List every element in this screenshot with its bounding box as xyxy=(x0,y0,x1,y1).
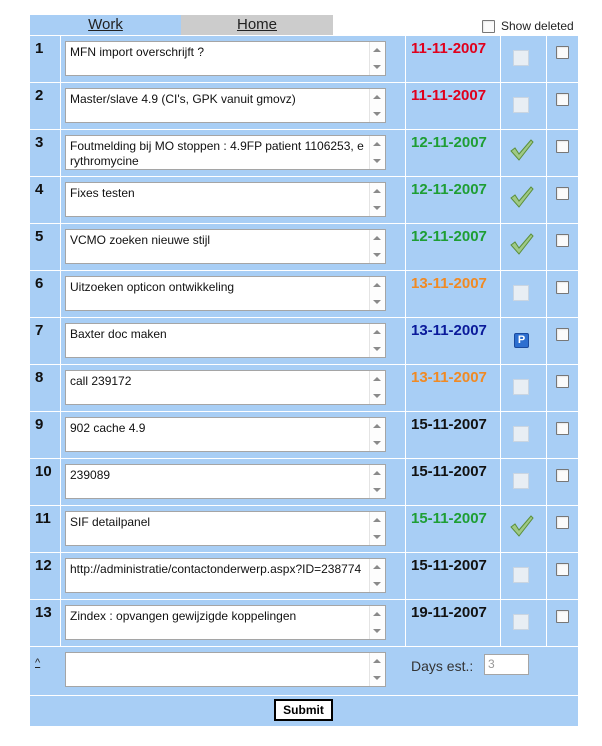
textarea-scrollbar[interactable] xyxy=(369,183,385,216)
due-date: 12-11-2007 xyxy=(411,181,487,198)
status-empty-box xyxy=(513,614,529,630)
due-date: 13-11-2007 xyxy=(411,369,487,386)
textarea-scrollbar[interactable] xyxy=(369,230,385,263)
status-box-icon[interactable] xyxy=(511,377,531,397)
task-number: 12 xyxy=(35,557,52,574)
status-box-icon[interactable] xyxy=(511,95,531,115)
task-description-text: Zindex : opvangen gewijzigde koppelingen xyxy=(70,609,297,623)
scroll-up-icon[interactable] xyxy=(373,48,381,52)
task-row xyxy=(30,83,578,130)
task-number: 3 xyxy=(35,134,44,151)
textarea-scrollbar[interactable] xyxy=(369,606,385,639)
task-description-text: http://administratie/contactonderwerp.aspx?ID=238774 xyxy=(70,562,362,576)
p-icon-label: P xyxy=(514,333,529,348)
delete-checkbox[interactable] xyxy=(556,140,569,153)
scroll-up-icon[interactable] xyxy=(373,142,381,146)
task-description-input[interactable] xyxy=(65,323,386,358)
due-date: 11-11-2007 xyxy=(411,87,487,104)
new-task-input[interactable] xyxy=(65,652,386,687)
scroll-up-icon[interactable] xyxy=(373,565,381,569)
scroll-up-icon[interactable] xyxy=(373,95,381,99)
task-description-text: 239089 xyxy=(70,468,111,482)
task-row xyxy=(30,36,578,83)
task-description-text: Fixes testen xyxy=(70,186,135,200)
footer-divider xyxy=(30,695,578,696)
task-description-text: Foutmelding bij MO stoppen : 4.9FP patient 1106253, erythromycine xyxy=(70,139,364,168)
textarea-scrollbar[interactable] xyxy=(369,512,385,545)
show-deleted-label: Show deleted xyxy=(501,19,574,33)
task-description-input[interactable] xyxy=(65,370,386,405)
task-description-text: VCMO zoeken nieuwe stijl xyxy=(70,233,211,247)
task-description-input[interactable] xyxy=(65,276,386,311)
task-number: 6 xyxy=(35,275,44,292)
textarea-scrollbar[interactable] xyxy=(369,324,385,357)
due-date: 15-11-2007 xyxy=(411,416,487,433)
delete-checkbox[interactable] xyxy=(556,469,569,482)
tab-home[interactable]: Home xyxy=(181,15,333,35)
task-number: 9 xyxy=(35,416,44,433)
delete-checkbox[interactable] xyxy=(556,281,569,294)
due-date: 15-11-2007 xyxy=(411,557,487,574)
task-number: 11 xyxy=(35,510,51,527)
scroll-up-icon[interactable] xyxy=(373,377,381,381)
scroll-down-icon[interactable] xyxy=(373,394,381,398)
delete-checkbox[interactable] xyxy=(556,422,569,435)
status-empty-box xyxy=(513,426,529,442)
task-table xyxy=(30,36,578,726)
status-empty-box xyxy=(513,567,529,583)
task-description-text: Baxter doc maken xyxy=(70,327,167,341)
status-empty-box xyxy=(513,285,529,301)
delete-checkbox[interactable] xyxy=(556,610,569,623)
task-description-input[interactable] xyxy=(65,182,386,217)
task-description-input[interactable] xyxy=(65,135,386,170)
scroll-down-icon[interactable] xyxy=(373,347,381,351)
status-empty-box xyxy=(513,473,529,489)
task-description-input[interactable] xyxy=(65,558,386,593)
due-date: 15-11-2007 xyxy=(411,463,487,480)
scroll-down-icon[interactable] xyxy=(373,676,381,680)
due-date: 12-11-2007 xyxy=(411,134,487,151)
submit-button[interactable]: Submit xyxy=(274,699,333,721)
scroll-up-icon[interactable] xyxy=(373,236,381,240)
task-description-input[interactable] xyxy=(65,88,386,123)
checkmark-icon[interactable] xyxy=(511,236,531,256)
task-row xyxy=(30,130,578,177)
status-box-icon[interactable] xyxy=(511,424,531,444)
task-description-input[interactable] xyxy=(65,229,386,264)
status-box-icon[interactable] xyxy=(511,48,531,68)
scroll-down-icon[interactable] xyxy=(373,206,381,210)
status-box-icon[interactable] xyxy=(511,471,531,491)
task-row xyxy=(30,459,578,506)
checkmark-icon[interactable] xyxy=(511,189,531,209)
scroll-up-icon[interactable] xyxy=(373,330,381,334)
due-date: 13-11-2007 xyxy=(411,322,487,339)
task-row xyxy=(30,506,578,553)
task-description-input[interactable] xyxy=(65,605,386,640)
due-date: 19-11-2007 xyxy=(411,604,487,621)
scroll-down-icon[interactable] xyxy=(373,300,381,304)
show-deleted-checkbox[interactable] xyxy=(482,20,495,33)
scroll-down-icon[interactable] xyxy=(373,488,381,492)
task-description-text: call 239172 xyxy=(70,374,132,388)
task-row xyxy=(30,224,578,271)
checkmark-icon[interactable] xyxy=(511,142,531,162)
task-number: 10 xyxy=(35,463,52,480)
task-number: 13 xyxy=(35,604,52,621)
delete-checkbox[interactable] xyxy=(556,234,569,247)
scroll-down-icon[interactable] xyxy=(373,65,381,69)
textarea-scrollbar[interactable] xyxy=(369,371,385,404)
task-row xyxy=(30,318,578,365)
task-number: 8 xyxy=(35,369,44,386)
scroll-down-icon[interactable] xyxy=(373,441,381,445)
status-box-icon[interactable] xyxy=(511,283,531,303)
task-row xyxy=(30,553,578,600)
tab-work[interactable]: Work xyxy=(30,15,181,35)
delete-checkbox[interactable] xyxy=(556,375,569,388)
task-row xyxy=(30,365,578,412)
textarea-scrollbar[interactable] xyxy=(369,42,385,75)
textarea-scrollbar[interactable] xyxy=(369,277,385,310)
scroll-down-icon[interactable] xyxy=(373,253,381,257)
collapse-link[interactable]: ^ xyxy=(35,657,41,669)
scroll-down-icon[interactable] xyxy=(373,112,381,116)
status-empty-box xyxy=(513,97,529,113)
show-deleted-toggle xyxy=(482,19,574,33)
task-row xyxy=(30,600,578,647)
scroll-down-icon[interactable] xyxy=(373,582,381,586)
task-description-text: 902 cache 4.9 xyxy=(70,421,146,435)
days-estimate-input[interactable]: 3 xyxy=(484,654,529,675)
checkmark-icon[interactable] xyxy=(511,518,531,538)
scroll-down-icon[interactable] xyxy=(373,535,381,539)
scroll-down-icon[interactable] xyxy=(373,159,381,163)
task-number: 4 xyxy=(35,181,44,198)
textarea-scrollbar[interactable] xyxy=(369,136,385,169)
task-row xyxy=(30,412,578,459)
scroll-up-icon[interactable] xyxy=(373,518,381,522)
task-description-input[interactable] xyxy=(65,511,386,546)
delete-checkbox[interactable] xyxy=(556,93,569,106)
delete-checkbox[interactable] xyxy=(556,328,569,341)
scroll-up-icon[interactable] xyxy=(373,659,381,663)
status-box-icon[interactable] xyxy=(511,565,531,585)
new-task-row xyxy=(30,647,578,695)
task-description-text: SIF detailpanel xyxy=(70,515,151,529)
task-row xyxy=(30,271,578,318)
scroll-up-icon[interactable] xyxy=(373,424,381,428)
due-date: 12-11-2007 xyxy=(411,228,487,245)
status-empty-box xyxy=(513,379,529,395)
task-number: 2 xyxy=(35,87,44,104)
days-estimate-label: Days est.: xyxy=(411,658,474,674)
task-description-input[interactable] xyxy=(65,41,386,76)
scroll-up-icon[interactable] xyxy=(373,612,381,616)
task-number: 7 xyxy=(35,322,44,339)
task-number: 5 xyxy=(35,228,44,245)
task-description-input[interactable] xyxy=(65,464,386,499)
delete-checkbox[interactable] xyxy=(556,187,569,200)
textarea-scrollbar[interactable] xyxy=(369,418,385,451)
due-date: 13-11-2007 xyxy=(411,275,487,292)
scroll-down-icon[interactable] xyxy=(373,629,381,633)
textarea-scrollbar[interactable] xyxy=(369,465,385,498)
scroll-up-icon[interactable] xyxy=(373,471,381,475)
delete-checkbox[interactable] xyxy=(556,516,569,529)
scroll-up-icon[interactable] xyxy=(373,189,381,193)
task-number: 1 xyxy=(35,40,44,57)
textarea-scrollbar[interactable] xyxy=(369,559,385,592)
task-description-text: Uitzoeken opticon ontwikkeling xyxy=(70,280,235,294)
task-row xyxy=(30,177,578,224)
due-date: 15-11-2007 xyxy=(411,510,487,527)
task-description-text: Master/slave 4.9 (CI's, GPK vanuit gmovz) xyxy=(70,92,296,106)
due-date: 11-11-2007 xyxy=(411,40,487,57)
task-description-text: MFN import overschrijft ? xyxy=(70,45,205,59)
textarea-scrollbar[interactable] xyxy=(369,89,385,122)
delete-checkbox[interactable] xyxy=(556,46,569,59)
textarea-scrollbar[interactable] xyxy=(369,653,385,686)
scroll-up-icon[interactable] xyxy=(373,283,381,287)
task-description-input[interactable] xyxy=(65,417,386,452)
delete-checkbox[interactable] xyxy=(556,563,569,576)
status-box-icon[interactable] xyxy=(511,612,531,632)
pending-p-icon[interactable] xyxy=(511,330,531,350)
status-empty-box xyxy=(513,50,529,66)
